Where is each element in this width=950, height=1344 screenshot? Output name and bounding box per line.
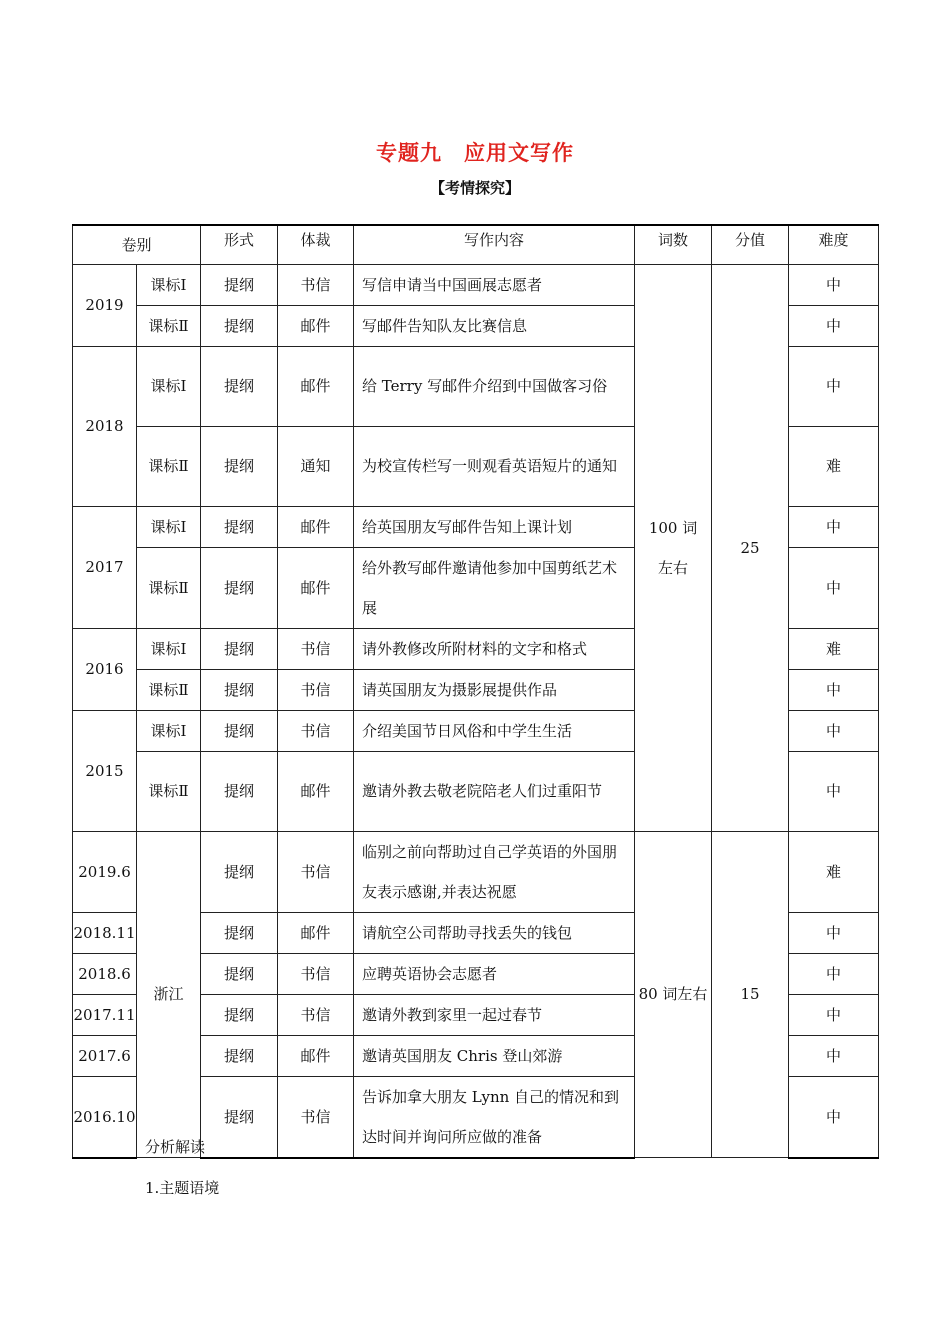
- year-cell: 2016: [73, 628, 137, 710]
- header-cell: 卷别: [73, 225, 201, 264]
- paper-cell: 浙江: [137, 831, 201, 1158]
- content-cell: 告诉加拿大朋友 Lynn 自己的情况和到达时间并询问所应做的准备: [354, 1076, 635, 1158]
- analysis-heading: 分析解读: [145, 1138, 206, 1156]
- content-cell: 为校宣传栏写一则观看英语短片的通知: [354, 426, 635, 506]
- year-cell: 2016.10: [73, 1076, 137, 1158]
- form-cell: 提纲: [201, 953, 278, 994]
- genre-cell: 邮件: [278, 751, 354, 831]
- content-cell: 邀请外教去敬老院陪老人们过重阳节: [354, 751, 635, 831]
- genre-cell: 书信: [278, 994, 354, 1035]
- content-cell: 请航空公司帮助寻找丢失的钱包: [354, 912, 635, 953]
- content-cell: 请英国朋友为摄影展提供作品: [354, 669, 635, 710]
- year-cell: 2017.11: [73, 994, 137, 1035]
- form-cell: 提纲: [201, 426, 278, 506]
- content-cell: 给外教写邮件邀请他参加中国剪纸艺术展: [354, 547, 635, 628]
- year-cell: 2018.6: [73, 953, 137, 994]
- paper-cell: 课标Ⅱ: [137, 305, 201, 346]
- form-cell: 提纲: [201, 751, 278, 831]
- form-cell: 提纲: [201, 710, 278, 751]
- year-cell: 2019: [73, 264, 137, 346]
- genre-cell: 书信: [278, 264, 354, 305]
- difficulty-cell: 难: [789, 831, 879, 912]
- year-cell: 2019.6: [73, 831, 137, 912]
- genre-cell: 邮件: [278, 547, 354, 628]
- content-cell: 给 Terry 写邮件介绍到中国做客习俗: [354, 346, 635, 426]
- content-cell: 给英国朋友写邮件告知上课计划: [354, 506, 635, 547]
- paper-cell: 课标Ⅰ: [137, 506, 201, 547]
- difficulty-cell: 中: [789, 751, 879, 831]
- table-row: [73, 831, 879, 912]
- difficulty-cell: 中: [789, 305, 879, 346]
- form-cell: 提纲: [201, 547, 278, 628]
- genre-cell: 邮件: [278, 506, 354, 547]
- header-cell: 形式: [201, 225, 278, 264]
- difficulty-cell: 中: [789, 994, 879, 1035]
- paper-cell: 课标Ⅱ: [137, 426, 201, 506]
- section-subtitle: 【考情探究】: [429, 179, 520, 197]
- genre-cell: 邮件: [278, 305, 354, 346]
- content-cell: 请外教修改所附材料的文字和格式: [354, 628, 635, 669]
- difficulty-cell: 中: [789, 953, 879, 994]
- score-cell: 25: [712, 264, 789, 831]
- year-cell: 2018: [73, 346, 137, 506]
- content-cell: 邀请英国朋友 Chris 登山郊游: [354, 1035, 635, 1076]
- content-cell: 临别之前向帮助过自己学英语的外国朋友表示感谢,并表达祝愿: [354, 831, 635, 912]
- content-cell: 应聘英语协会志愿者: [354, 953, 635, 994]
- header-cell: 分值: [712, 225, 789, 264]
- genre-cell: 书信: [278, 710, 354, 751]
- form-cell: 提纲: [201, 628, 278, 669]
- difficulty-cell: 中: [789, 506, 879, 547]
- year-cell: 2017.6: [73, 1035, 137, 1076]
- table-row: [73, 225, 879, 264]
- genre-cell: 书信: [278, 628, 354, 669]
- form-cell: 提纲: [201, 506, 278, 547]
- difficulty-cell: 难: [789, 628, 879, 669]
- content-cell: 介绍美国节日风俗和中学生生活: [354, 710, 635, 751]
- header-cell: 难度: [789, 225, 879, 264]
- year-cell: 2018.11: [73, 912, 137, 953]
- paper-cell: 课标Ⅰ: [137, 628, 201, 669]
- difficulty-cell: 中: [789, 346, 879, 426]
- form-cell: 提纲: [201, 912, 278, 953]
- content-cell: 写邮件告知队友比赛信息: [354, 305, 635, 346]
- form-cell: 提纲: [201, 346, 278, 426]
- exam-analysis-table: [72, 224, 879, 1159]
- genre-cell: 书信: [278, 1076, 354, 1158]
- form-cell: 提纲: [201, 831, 278, 912]
- difficulty-cell: 中: [789, 710, 879, 751]
- form-cell: 提纲: [201, 994, 278, 1035]
- header-cell: 体裁: [278, 225, 354, 264]
- paper-cell: 课标Ⅱ: [137, 751, 201, 831]
- difficulty-cell: 难: [789, 426, 879, 506]
- table-row: [73, 264, 879, 305]
- form-cell: 提纲: [201, 305, 278, 346]
- genre-cell: 邮件: [278, 912, 354, 953]
- paper-cell: 课标Ⅱ: [137, 669, 201, 710]
- genre-cell: 邮件: [278, 346, 354, 426]
- form-cell: 提纲: [201, 1035, 278, 1076]
- difficulty-cell: 中: [789, 1076, 879, 1158]
- form-cell: 提纲: [201, 669, 278, 710]
- content-cell: 写信申请当中国画展志愿者: [354, 264, 635, 305]
- section-1-heading: 1.主题语境: [145, 1179, 220, 1197]
- genre-cell: 书信: [278, 953, 354, 994]
- genre-cell: 书信: [278, 831, 354, 912]
- year-cell: 2015: [73, 710, 137, 831]
- difficulty-cell: 中: [789, 264, 879, 305]
- year-cell: 2017: [73, 506, 137, 628]
- word-count-cell: 80 词左右: [635, 831, 712, 1158]
- word-count-cell: 100 词左右: [635, 264, 712, 831]
- genre-cell: 书信: [278, 669, 354, 710]
- content-cell: 邀请外教到家里一起过春节: [354, 994, 635, 1035]
- page-title: 专题九 应用文写作: [376, 140, 574, 165]
- difficulty-cell: 中: [789, 1035, 879, 1076]
- form-cell: 提纲: [201, 264, 278, 305]
- paper-cell: 课标Ⅰ: [137, 264, 201, 305]
- paper-cell: 课标Ⅱ: [137, 547, 201, 628]
- difficulty-cell: 中: [789, 912, 879, 953]
- paper-cell: 课标Ⅰ: [137, 710, 201, 751]
- difficulty-cell: 中: [789, 669, 879, 710]
- genre-cell: 邮件: [278, 1035, 354, 1076]
- difficulty-cell: 中: [789, 547, 879, 628]
- paper-cell: 课标Ⅰ: [137, 346, 201, 426]
- header-cell: 词数: [635, 225, 712, 264]
- header-cell: 写作内容: [354, 225, 635, 264]
- genre-cell: 通知: [278, 426, 354, 506]
- score-cell: 15: [712, 831, 789, 1158]
- form-cell: 提纲: [201, 1076, 278, 1158]
